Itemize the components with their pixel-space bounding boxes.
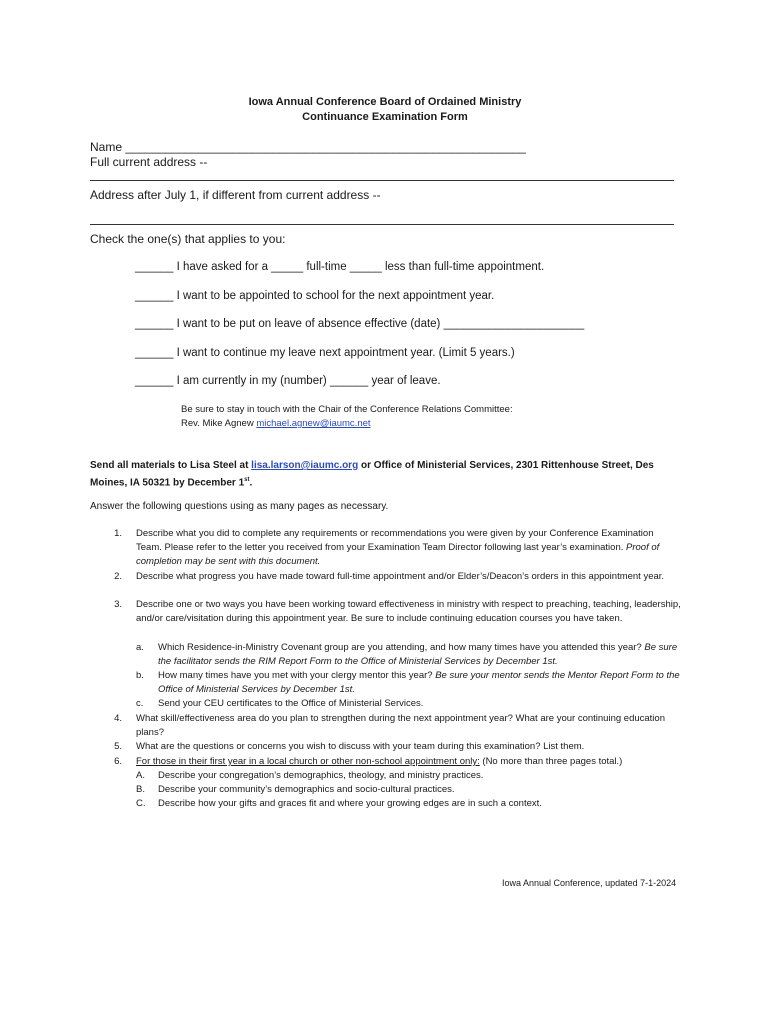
question-3b-note: Be sure your mentor sends the Mentor Report Form to the Office of Ministerial Services by December 1st. — [158, 670, 680, 695]
check-intro: Check the one(s) that applies to you: — [90, 232, 286, 246]
address-after-line[interactable] — [90, 224, 674, 225]
relations-note: Be sure to stay in touch with the Chair of the Conference Relations Committee: — [181, 404, 513, 415]
check-option-continue-leave[interactable]: ______ I want to continue my leave next appointment year. (Limit 5 years.) — [135, 347, 515, 359]
answer-intro: Answer the following questions using as many pages as necessary. — [90, 501, 389, 512]
question-number: 3. — [114, 599, 122, 610]
question-4: What skill/effectiveness area do you plan to strengthen during the next appointment year? What are your continuing education plans? — [136, 713, 665, 738]
send-prefix: Send all materials to Lisa Steel at — [90, 460, 252, 471]
question-number: 6. — [114, 756, 122, 767]
subquestion-letter: c. — [136, 698, 144, 709]
question-number: 1. — [114, 528, 122, 539]
question-3c: Send your CEU certificates to the Office of Ministerial Services. — [158, 698, 424, 709]
check-option-current-leave[interactable]: ______ I am currently in my (number) ______ year of leave. — [135, 375, 441, 387]
form-title: Iowa Annual Conference Board of Ordained Ministry — [248, 96, 522, 108]
send-email-link[interactable]: lisa.larson@iaumc.org — [251, 460, 359, 471]
question-1-text: Describe what you did to complete any requirements or recommendations you were given by your Conference Examination Team. Please refer to the letter you received from your Examination Team Director following last year’s examination. — [136, 528, 654, 553]
check-option-school[interactable]: ______ I want to be appointed to school for the next appointment year. — [135, 290, 495, 302]
question-3: Describe one or two ways you have been working toward effectiveness in ministry with respect to preaching, teaching, leadership, and/or care/visitation during this appointment year. Be sure to include continuing education courses you have taken. — [136, 599, 681, 624]
question-6-scope: For those in their first year in a local church or other non-school appointment only: — [136, 756, 480, 767]
send-end: . — [249, 477, 253, 489]
mentor-email-link[interactable]: michael.agnew@iaumc.net — [256, 418, 371, 429]
address-after-label: Address after July 1, if different from current address -- — [90, 188, 381, 202]
address-label: Full current address -- — [90, 155, 208, 169]
question-6 — [136, 755, 681, 769]
send-address: or Office of Ministerial Services, 2301 Rittenhouse Street, Des Moines, IA 50321 by December 1 — [90, 460, 654, 489]
subquestion-letter: b. — [136, 670, 144, 681]
question-6b: Describe your community’s demographics and socio-cultural practices. — [158, 784, 455, 795]
check-option-appointment[interactable]: ______ I have asked for a _____ full-time _____ less than full-time appointment. — [135, 261, 545, 273]
subquestion-letter: C. — [136, 798, 146, 809]
question-3b-text: How many times have you met with your clergy mentor this year? — [158, 670, 433, 681]
question-1 — [136, 527, 681, 569]
question-2: Describe what progress you have made toward full-time appointment and/or Elder’s/Deacon’s orders in this appointment year. — [136, 571, 665, 582]
check-option-leave[interactable]: ______ I want to be put on leave of absence effective (date) ______________________ — [135, 318, 585, 330]
address-line[interactable] — [90, 180, 674, 181]
send-instructions — [90, 458, 680, 490]
mentor-contact — [181, 418, 371, 429]
subquestion-letter: a. — [136, 642, 144, 653]
mentor-contact-label: Rev. Mike Agnew — [181, 418, 257, 429]
question-3b — [158, 669, 681, 697]
send-superscript: st — [244, 477, 250, 483]
subquestion-letter: A. — [136, 770, 145, 781]
name-field[interactable]: Name ____________________________________________________________ — [90, 140, 526, 154]
question-6c: Describe how your gifts and graces fit and where your growing edges are in such a context. — [158, 798, 542, 809]
question-3a — [158, 641, 681, 669]
subquestion-letter: B. — [136, 784, 145, 795]
form-subtitle: Continuance Examination Form — [302, 111, 468, 123]
question-6-limit: (No more than three pages total.) — [479, 756, 623, 767]
page-footer: Iowa Annual Conference, updated 7-1-2024 — [502, 878, 677, 888]
question-number: 4. — [114, 713, 122, 724]
question-6a: Describe your congregation’s demographics, theology, and ministry practices. — [158, 770, 484, 781]
question-5: What are the questions or concerns you wish to discuss with your team during this examination? List them. — [136, 741, 585, 752]
question-number: 2. — [114, 571, 122, 582]
question-1-note: Proof of completion may be sent with this document. — [136, 542, 660, 567]
question-3a-text: Which Residence-in-Ministry Covenant group are you attending, and how many times have you attended this year? — [158, 642, 642, 653]
question-3a-note: Be sure the facilitator sends the RIM Report Form to the Office of Ministerial Services by December 1st. — [158, 642, 678, 667]
question-number: 5. — [114, 741, 122, 752]
